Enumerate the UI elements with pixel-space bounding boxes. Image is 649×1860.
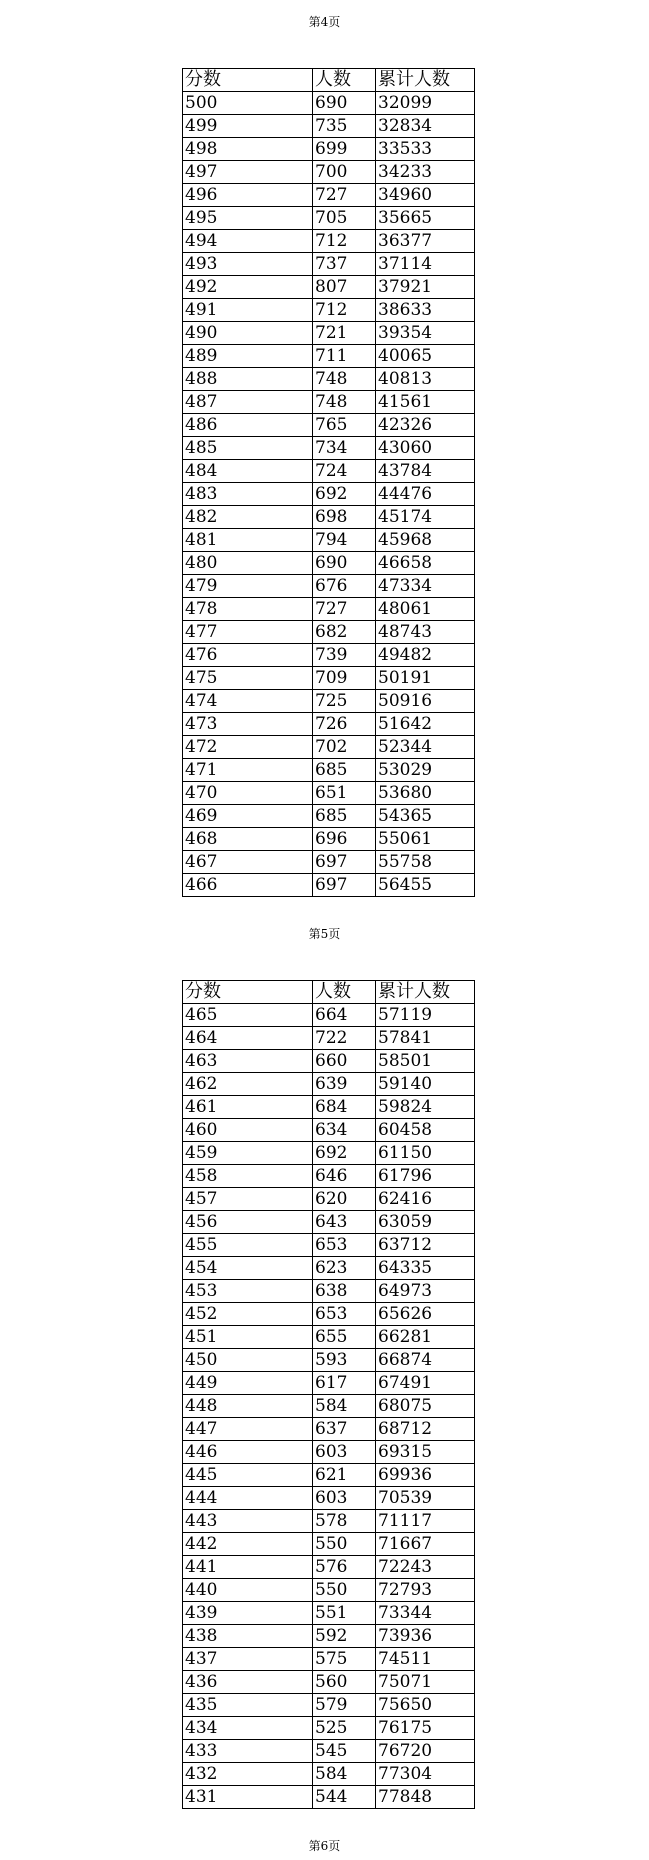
score-cell: 477: [183, 621, 313, 644]
score-cell: 443: [183, 1510, 313, 1533]
table-row: [183, 667, 475, 690]
table-row: [183, 414, 475, 437]
score-cell: 431: [183, 1786, 313, 1809]
table-row: [183, 1372, 475, 1395]
count-cell: 712: [313, 299, 376, 322]
count-cell: 726: [313, 713, 376, 736]
cumulative-cell: 53029: [376, 759, 475, 782]
cumulative-cell: 34960: [376, 184, 475, 207]
count-cell: 722: [313, 1027, 376, 1050]
count-cell: 634: [313, 1119, 376, 1142]
table-row: [183, 299, 475, 322]
count-cell: 682: [313, 621, 376, 644]
table-row: [183, 1464, 475, 1487]
cumulative-cell: 74511: [376, 1648, 475, 1671]
table-row: [183, 1303, 475, 1326]
score-cell: 448: [183, 1395, 313, 1418]
score-cell: 444: [183, 1487, 313, 1510]
score-cell: 436: [183, 1671, 313, 1694]
score-cell: 498: [183, 138, 313, 161]
count-cell: 676: [313, 575, 376, 598]
table-row: [183, 552, 475, 575]
cumulative-cell: 59140: [376, 1073, 475, 1096]
score-cell: 497: [183, 161, 313, 184]
score-cell: 489: [183, 345, 313, 368]
count-cell: 727: [313, 184, 376, 207]
table-row: [183, 713, 475, 736]
table-row: [183, 1234, 475, 1257]
count-cell: 593: [313, 1349, 376, 1372]
page-label-middle: 第5页: [308, 927, 341, 941]
cumulative-cell: 54365: [376, 805, 475, 828]
cumulative-cell: 45968: [376, 529, 475, 552]
count-cell: 550: [313, 1533, 376, 1556]
table-row: [183, 1579, 475, 1602]
cumulative-cell: 63712: [376, 1234, 475, 1257]
cumulative-cell: 58501: [376, 1050, 475, 1073]
score-cell: 461: [183, 1096, 313, 1119]
count-cell: 637: [313, 1418, 376, 1441]
count-cell: 697: [313, 874, 376, 897]
count-cell: 621: [313, 1464, 376, 1487]
count-cell: 603: [313, 1487, 376, 1510]
cumulative-cell: 42326: [376, 414, 475, 437]
table-row: [183, 575, 475, 598]
cumulative-cell: 71667: [376, 1533, 475, 1556]
count-cell: 739: [313, 644, 376, 667]
score-cell: 491: [183, 299, 313, 322]
score-cell: 455: [183, 1234, 313, 1257]
table-row: [183, 736, 475, 759]
table-row: [183, 92, 475, 115]
count-cell: 643: [313, 1211, 376, 1234]
count-cell: 724: [313, 460, 376, 483]
cumulative-cell: 61796: [376, 1165, 475, 1188]
cumulative-cell: 75650: [376, 1694, 475, 1717]
cumulative-cell: 37114: [376, 253, 475, 276]
score-cell: 452: [183, 1303, 313, 1326]
cumulative-cell: 71117: [376, 1510, 475, 1533]
count-cell: 794: [313, 529, 376, 552]
score-cell: 481: [183, 529, 313, 552]
score-cell: 494: [183, 230, 313, 253]
score-cell: 445: [183, 1464, 313, 1487]
cumulative-cell: 40813: [376, 368, 475, 391]
table-row: [183, 1763, 475, 1786]
score-cell: 486: [183, 414, 313, 437]
cumulative-header: 累计人数: [376, 981, 475, 1004]
score-cell: 437: [183, 1648, 313, 1671]
count-cell: 712: [313, 230, 376, 253]
score-cell: 469: [183, 805, 313, 828]
cumulative-cell: 72243: [376, 1556, 475, 1579]
table-row: [183, 1418, 475, 1441]
cumulative-cell: 33533: [376, 138, 475, 161]
cumulative-cell: 47334: [376, 575, 475, 598]
score-cell: 450: [183, 1349, 313, 1372]
count-cell: 748: [313, 368, 376, 391]
cumulative-cell: 61150: [376, 1142, 475, 1165]
cumulative-cell: 68712: [376, 1418, 475, 1441]
score-cell: 440: [183, 1579, 313, 1602]
table-row: [183, 184, 475, 207]
count-cell: 545: [313, 1740, 376, 1763]
count-cell: 765: [313, 414, 376, 437]
cumulative-cell: 55758: [376, 851, 475, 874]
cumulative-cell: 69315: [376, 1441, 475, 1464]
table-row: [183, 644, 475, 667]
score-cell: 472: [183, 736, 313, 759]
cumulative-cell: 77304: [376, 1763, 475, 1786]
count-cell: 638: [313, 1280, 376, 1303]
score-cell: 453: [183, 1280, 313, 1303]
score-cell: 485: [183, 437, 313, 460]
cumulative-cell: 59824: [376, 1096, 475, 1119]
count-cell: 737: [313, 253, 376, 276]
cumulative-cell: 68075: [376, 1395, 475, 1418]
score-cell: 439: [183, 1602, 313, 1625]
count-header: 人数: [313, 981, 376, 1004]
score-cell: 474: [183, 690, 313, 713]
cumulative-cell: 44476: [376, 483, 475, 506]
table-row: [183, 1786, 475, 1809]
count-cell: 525: [313, 1717, 376, 1740]
score-cell: 490: [183, 322, 313, 345]
count-cell: 653: [313, 1234, 376, 1257]
table-row: [183, 460, 475, 483]
cumulative-cell: 77848: [376, 1786, 475, 1809]
cumulative-cell: 60458: [376, 1119, 475, 1142]
count-cell: 725: [313, 690, 376, 713]
score-cell: 467: [183, 851, 313, 874]
cumulative-cell: 39354: [376, 322, 475, 345]
table-row: [183, 1349, 475, 1372]
score-cell: 456: [183, 1211, 313, 1234]
score-header: 分数: [183, 69, 313, 92]
count-cell: 735: [313, 115, 376, 138]
table-row: [183, 1073, 475, 1096]
score-cell: 463: [183, 1050, 313, 1073]
cumulative-cell: 67491: [376, 1372, 475, 1395]
cumulative-cell: 66281: [376, 1326, 475, 1349]
cumulative-cell: 50191: [376, 667, 475, 690]
count-cell: 544: [313, 1786, 376, 1809]
score-cell: 446: [183, 1441, 313, 1464]
cumulative-cell: 64335: [376, 1257, 475, 1280]
score-cell: 457: [183, 1188, 313, 1211]
table-row: [183, 1441, 475, 1464]
table-row: [183, 138, 475, 161]
table-row: [183, 1740, 475, 1763]
score-cell: 495: [183, 207, 313, 230]
score-cell: 470: [183, 782, 313, 805]
table-row: [183, 1211, 475, 1234]
table-row: [183, 1395, 475, 1418]
count-cell: 664: [313, 1004, 376, 1027]
count-cell: 690: [313, 92, 376, 115]
count-cell: 690: [313, 552, 376, 575]
count-cell: 646: [313, 1165, 376, 1188]
table-row: [183, 1326, 475, 1349]
table-row: [183, 828, 475, 851]
cumulative-cell: 34233: [376, 161, 475, 184]
table-row: [183, 874, 475, 897]
table-row: [183, 115, 475, 138]
score-cell: 471: [183, 759, 313, 782]
cumulative-cell: 32099: [376, 92, 475, 115]
table-row: [183, 1027, 475, 1050]
count-cell: 655: [313, 1326, 376, 1349]
cumulative-cell: 36377: [376, 230, 475, 253]
cumulative-cell: 56455: [376, 874, 475, 897]
cumulative-cell: 32834: [376, 115, 475, 138]
table-row: [183, 1510, 475, 1533]
score-cell: 500: [183, 92, 313, 115]
table-row: [183, 1694, 475, 1717]
table-row: [183, 1119, 475, 1142]
table-row: [183, 1165, 475, 1188]
score-cell: 447: [183, 1418, 313, 1441]
score-cell: 473: [183, 713, 313, 736]
count-cell: 685: [313, 805, 376, 828]
cumulative-cell: 55061: [376, 828, 475, 851]
count-cell: 748: [313, 391, 376, 414]
score-cell: 479: [183, 575, 313, 598]
cumulative-cell: 76175: [376, 1717, 475, 1740]
cumulative-cell: 49482: [376, 644, 475, 667]
cumulative-cell: 52344: [376, 736, 475, 759]
count-cell: 653: [313, 1303, 376, 1326]
score-cell: 465: [183, 1004, 313, 1027]
count-cell: 651: [313, 782, 376, 805]
score-cell: 435: [183, 1694, 313, 1717]
cumulative-cell: 76720: [376, 1740, 475, 1763]
cumulative-cell: 57119: [376, 1004, 475, 1027]
count-cell: 584: [313, 1395, 376, 1418]
cumulative-cell: 70539: [376, 1487, 475, 1510]
table-row: [183, 1671, 475, 1694]
cumulative-cell: 64973: [376, 1280, 475, 1303]
count-cell: 807: [313, 276, 376, 299]
cumulative-cell: 66874: [376, 1349, 475, 1372]
count-cell: 617: [313, 1372, 376, 1395]
score-cell: 482: [183, 506, 313, 529]
count-cell: 623: [313, 1257, 376, 1280]
count-cell: 579: [313, 1694, 376, 1717]
count-cell: 697: [313, 851, 376, 874]
count-cell: 592: [313, 1625, 376, 1648]
table-row: [183, 1096, 475, 1119]
cumulative-cell: 62416: [376, 1188, 475, 1211]
cumulative-cell: 69936: [376, 1464, 475, 1487]
count-cell: 584: [313, 1763, 376, 1786]
count-cell: 711: [313, 345, 376, 368]
table-row: [183, 1533, 475, 1556]
table-row: [183, 529, 475, 552]
score-cell: 442: [183, 1533, 313, 1556]
score-cell: 493: [183, 253, 313, 276]
count-cell: 734: [313, 437, 376, 460]
cumulative-cell: 73936: [376, 1625, 475, 1648]
table-row: [183, 782, 475, 805]
score-cell: 459: [183, 1142, 313, 1165]
table-row: [183, 1556, 475, 1579]
count-cell: 699: [313, 138, 376, 161]
count-cell: 727: [313, 598, 376, 621]
score-cell: 499: [183, 115, 313, 138]
count-cell: 550: [313, 1579, 376, 1602]
table-row: [183, 506, 475, 529]
table-row: [183, 368, 475, 391]
cumulative-header: 累计人数: [376, 69, 475, 92]
score-cell: 458: [183, 1165, 313, 1188]
score-cell: 492: [183, 276, 313, 299]
table-row: [183, 437, 475, 460]
score-cell: 433: [183, 1740, 313, 1763]
table-row: [183, 1280, 475, 1303]
table-row: [183, 1717, 475, 1740]
count-cell: 660: [313, 1050, 376, 1073]
table-row: [183, 1487, 475, 1510]
score-cell: 438: [183, 1625, 313, 1648]
table-row: [183, 1625, 475, 1648]
score-header: 分数: [183, 981, 313, 1004]
count-cell: 692: [313, 1142, 376, 1165]
cumulative-cell: 38633: [376, 299, 475, 322]
cumulative-cell: 40065: [376, 345, 475, 368]
table-row: [183, 1050, 475, 1073]
cumulative-cell: 72793: [376, 1579, 475, 1602]
cumulative-cell: 73344: [376, 1602, 475, 1625]
count-cell: 578: [313, 1510, 376, 1533]
count-cell: 685: [313, 759, 376, 782]
count-cell: 721: [313, 322, 376, 345]
table-row: [183, 322, 475, 345]
cumulative-cell: 35665: [376, 207, 475, 230]
score-cell: 480: [183, 552, 313, 575]
count-cell: 560: [313, 1671, 376, 1694]
count-cell: 575: [313, 1648, 376, 1671]
table-row: [183, 230, 475, 253]
count-cell: 551: [313, 1602, 376, 1625]
score-cell: 475: [183, 667, 313, 690]
count-cell: 684: [313, 1096, 376, 1119]
cumulative-cell: 57841: [376, 1027, 475, 1050]
cumulative-cell: 75071: [376, 1671, 475, 1694]
score-cell: 466: [183, 874, 313, 897]
table-row: [183, 391, 475, 414]
score-cell: 432: [183, 1763, 313, 1786]
table-row: [183, 276, 475, 299]
score-cell: 464: [183, 1027, 313, 1050]
cumulative-cell: 41561: [376, 391, 475, 414]
score-cell: 454: [183, 1257, 313, 1280]
score-cell: 434: [183, 1717, 313, 1740]
cumulative-cell: 51642: [376, 713, 475, 736]
score-cell: 483: [183, 483, 313, 506]
table-row: [183, 851, 475, 874]
table-row: [183, 253, 475, 276]
cumulative-cell: 48743: [376, 621, 475, 644]
count-cell: 620: [313, 1188, 376, 1211]
cumulative-cell: 53680: [376, 782, 475, 805]
count-header: 人数: [313, 69, 376, 92]
score-cell: 468: [183, 828, 313, 851]
score-cell: 460: [183, 1119, 313, 1142]
table-row: [183, 1602, 475, 1625]
cumulative-cell: 50916: [376, 690, 475, 713]
cumulative-cell: 48061: [376, 598, 475, 621]
score-cell: 496: [183, 184, 313, 207]
table-row: [183, 345, 475, 368]
score-cell: 488: [183, 368, 313, 391]
table-row: [183, 805, 475, 828]
cumulative-cell: 46658: [376, 552, 475, 575]
score-cell: 484: [183, 460, 313, 483]
table-row: [183, 759, 475, 782]
score-table-page-5: [182, 980, 475, 1809]
page-label-top: 第4页: [308, 15, 341, 29]
table-row: [183, 1004, 475, 1027]
score-cell: 441: [183, 1556, 313, 1579]
count-cell: 700: [313, 161, 376, 184]
score-cell: 462: [183, 1073, 313, 1096]
count-cell: 603: [313, 1441, 376, 1464]
score-cell: 476: [183, 644, 313, 667]
page-label-bottom: 第6页: [308, 1839, 341, 1853]
count-cell: 696: [313, 828, 376, 851]
table-row: [183, 1257, 475, 1280]
score-table-page-4: [182, 68, 475, 897]
table-row: [183, 207, 475, 230]
count-cell: 705: [313, 207, 376, 230]
count-cell: 692: [313, 483, 376, 506]
table-row: [183, 690, 475, 713]
count-cell: 702: [313, 736, 376, 759]
table-row: [183, 1188, 475, 1211]
count-cell: 639: [313, 1073, 376, 1096]
table-row: [183, 598, 475, 621]
cumulative-cell: 43784: [376, 460, 475, 483]
count-cell: 576: [313, 1556, 376, 1579]
score-cell: 449: [183, 1372, 313, 1395]
table-row: [183, 1142, 475, 1165]
cumulative-cell: 43060: [376, 437, 475, 460]
table-header-row: [183, 981, 475, 1004]
score-cell: 478: [183, 598, 313, 621]
score-cell: 451: [183, 1326, 313, 1349]
cumulative-cell: 63059: [376, 1211, 475, 1234]
table-row: [183, 161, 475, 184]
cumulative-cell: 45174: [376, 506, 475, 529]
table-header-row: [183, 69, 475, 92]
score-cell: 487: [183, 391, 313, 414]
cumulative-cell: 37921: [376, 276, 475, 299]
table-row: [183, 483, 475, 506]
cumulative-cell: 65626: [376, 1303, 475, 1326]
table-row: [183, 1648, 475, 1671]
count-cell: 709: [313, 667, 376, 690]
table-row: [183, 621, 475, 644]
count-cell: 698: [313, 506, 376, 529]
